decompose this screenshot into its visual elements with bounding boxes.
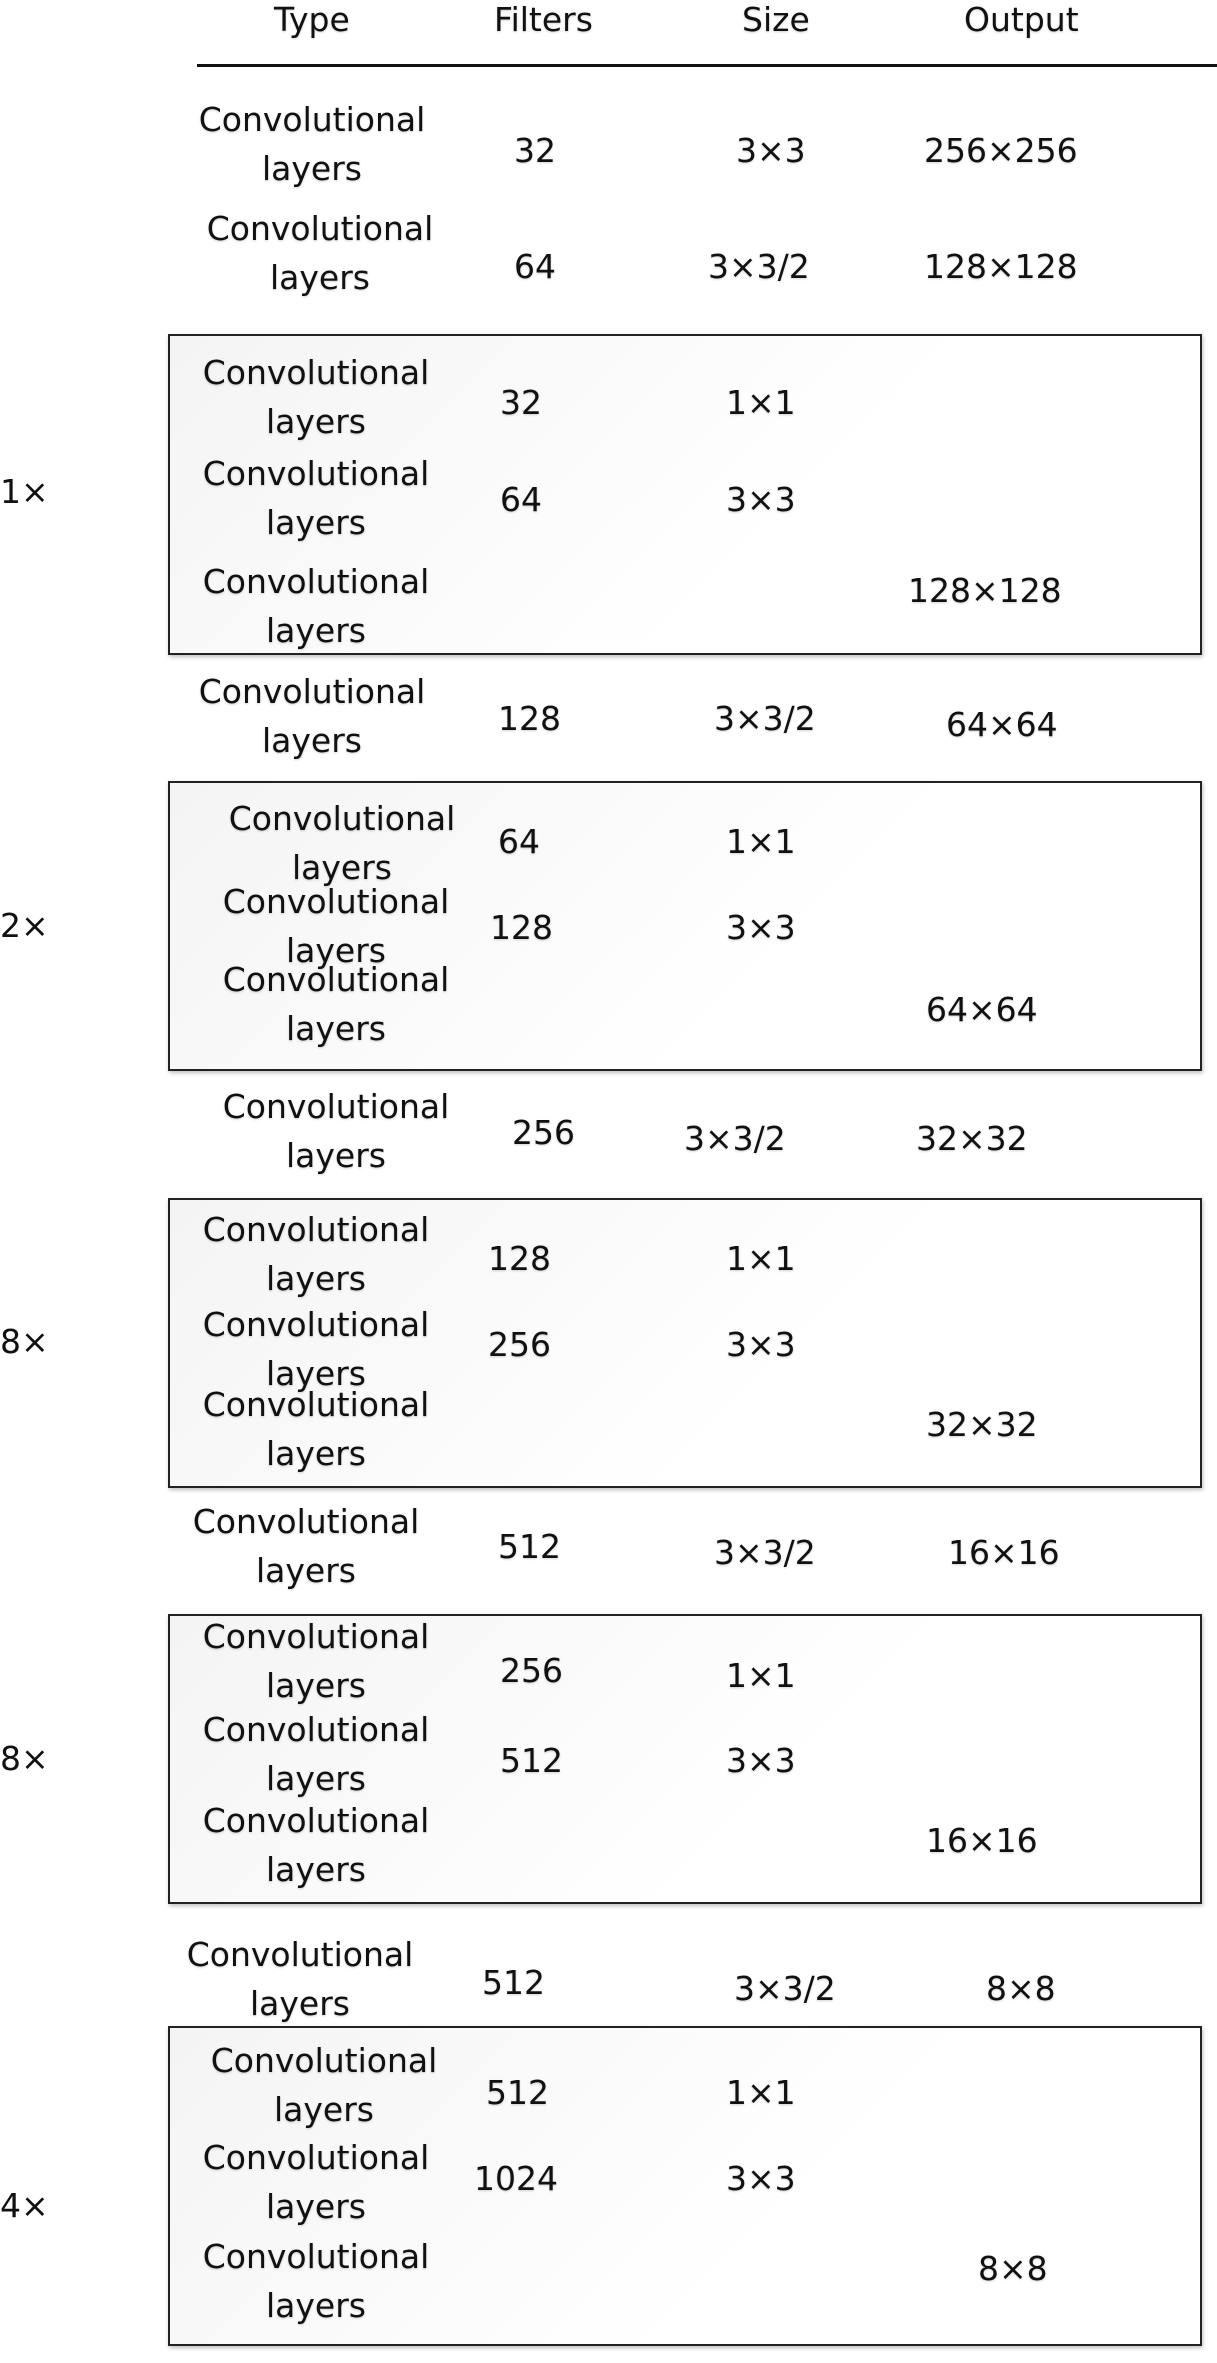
row-size: 3×3 <box>726 2159 796 2198</box>
row-type: Convolutional layers <box>198 100 426 188</box>
row-type: Convolutional layers <box>202 1210 430 1298</box>
header-output: Output <box>964 0 1079 39</box>
row-size: 3×3/2 <box>714 1533 816 1572</box>
row-type: Convolutional layers <box>202 2138 430 2226</box>
row-output: 8×8 <box>978 2249 1048 2288</box>
row-filters: 128 <box>490 908 553 947</box>
row-size: 3×3/2 <box>714 699 816 738</box>
row-output: 128×128 <box>908 571 1062 610</box>
row-size: 1×1 <box>726 2073 796 2112</box>
row-type: Convolutional layers <box>222 960 450 1048</box>
row-filters: 512 <box>486 2073 549 2112</box>
header-rule <box>197 64 1217 67</box>
row-filters: 64 <box>514 247 556 286</box>
row-filters: 256 <box>512 1113 575 1152</box>
repeat-multiplier-5: 4× <box>0 2186 49 2225</box>
repeat-multiplier-1: 1× <box>0 472 49 511</box>
row-size: 3×3 <box>726 480 796 519</box>
row-type: Convolutional layers <box>202 1617 430 1705</box>
row-type: Convolutional layers <box>202 454 430 542</box>
row-type: Convolutional layers <box>210 2041 438 2129</box>
row-size: 3×3/2 <box>734 1969 836 2008</box>
row-type: Convolutional layers <box>206 209 434 297</box>
row-size: 3×3 <box>726 1325 796 1364</box>
row-output: 64×64 <box>926 990 1038 1029</box>
row-filters: 128 <box>498 699 561 738</box>
row-type: Convolutional layers <box>198 672 426 760</box>
repeat-multiplier-4: 8× <box>0 1739 49 1778</box>
row-size: 3×3 <box>736 131 806 170</box>
row-size: 1×1 <box>726 383 796 422</box>
row-output: 16×16 <box>948 1533 1060 1572</box>
row-size: 1×1 <box>726 822 796 861</box>
row-size: 3×3/2 <box>684 1119 786 1158</box>
row-type: Convolutional layers <box>202 1801 430 1889</box>
header-type: Type <box>274 0 350 39</box>
row-size: 3×3 <box>726 1741 796 1780</box>
row-filters: 256 <box>500 1651 563 1690</box>
row-output: 128×128 <box>924 247 1078 286</box>
row-type: Convolutional layers <box>228 799 456 887</box>
row-type: Convolutional layers <box>202 562 430 650</box>
row-filters: 512 <box>482 1963 545 2002</box>
row-size: 3×3 <box>726 908 796 947</box>
row-filters: 1024 <box>474 2159 558 2198</box>
row-type: Convolutional layers <box>202 353 430 441</box>
row-type: Convolutional layers <box>186 1935 414 2023</box>
row-filters: 512 <box>498 1527 561 1566</box>
header-filters: Filters <box>494 0 593 39</box>
row-filters: 64 <box>498 822 540 861</box>
row-output: 8×8 <box>986 1969 1056 2008</box>
row-type: Convolutional layers <box>202 1305 430 1393</box>
row-output: 32×32 <box>916 1119 1028 1158</box>
header-size: Size <box>742 0 810 39</box>
row-size: 1×1 <box>726 1239 796 1278</box>
row-type: Convolutional layers <box>202 1385 430 1473</box>
row-type: Convolutional layers <box>202 1710 430 1798</box>
row-output: 32×32 <box>926 1405 1038 1444</box>
row-size: 3×3/2 <box>708 247 810 286</box>
row-filters: 32 <box>500 383 542 422</box>
row-output: 16×16 <box>926 1821 1038 1860</box>
row-output: 64×64 <box>946 705 1058 744</box>
row-filters: 128 <box>488 1239 551 1278</box>
repeat-multiplier-2: 2× <box>0 906 49 945</box>
row-type: Convolutional layers <box>222 882 450 970</box>
row-filters: 64 <box>500 480 542 519</box>
row-filters: 32 <box>514 131 556 170</box>
row-size: 1×1 <box>726 1656 796 1695</box>
repeat-multiplier-3: 8× <box>0 1322 49 1361</box>
row-type: Convolutional layers <box>192 1502 420 1590</box>
row-filters: 512 <box>500 1741 563 1780</box>
row-filters: 256 <box>488 1325 551 1364</box>
row-type: Convolutional layers <box>222 1087 450 1175</box>
row-type: Convolutional layers <box>202 2237 430 2325</box>
row-output: 256×256 <box>924 131 1078 170</box>
